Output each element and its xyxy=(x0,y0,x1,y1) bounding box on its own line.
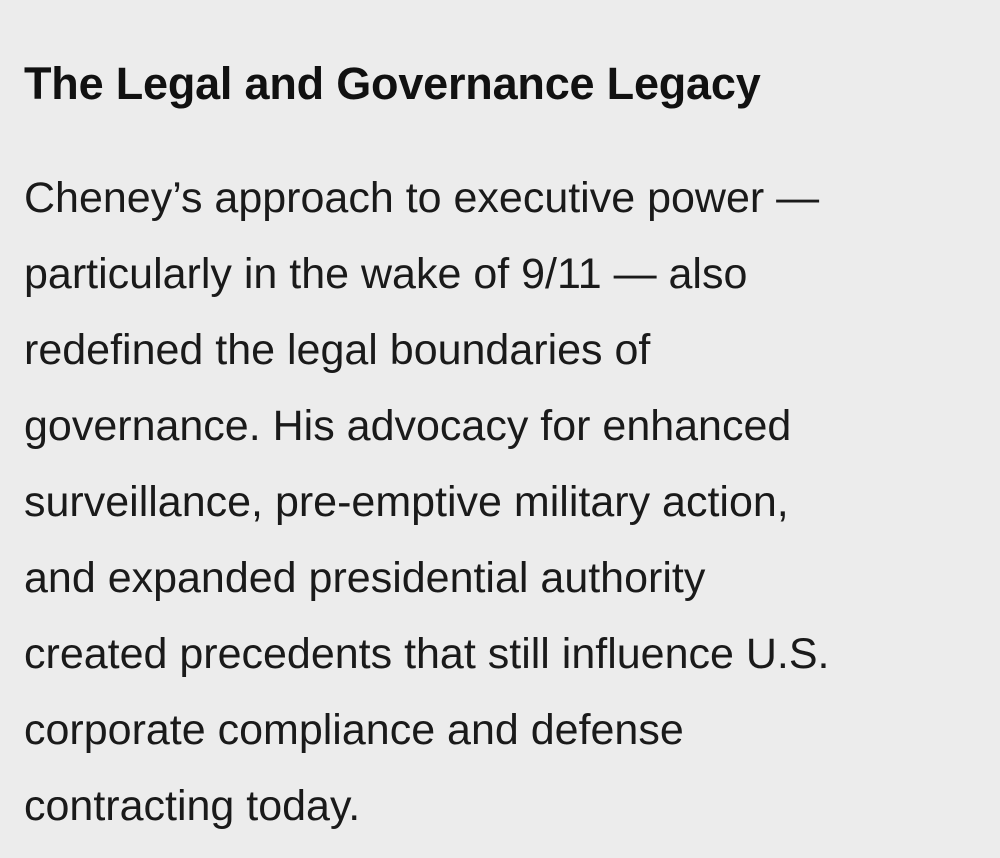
section-body-paragraph xyxy=(24,160,964,844)
body-text-line: and expanded presidential authority xyxy=(24,554,706,602)
body-text-line: Cheney’s approach to executive power — xyxy=(24,174,820,222)
body-text-line: governance. His advocacy for enhanced xyxy=(24,402,792,450)
section-heading: The Legal and Governance Legacy xyxy=(24,58,761,109)
body-text-line: contracting today. xyxy=(24,782,361,830)
body-text-line: redefined the legal boundaries of xyxy=(24,326,651,374)
body-text-line: surveillance, pre-emptive military action, xyxy=(24,478,789,526)
body-text-line: created precedents that still influence U.S. xyxy=(24,630,830,678)
body-text-line: corporate compliance and defense xyxy=(24,706,684,754)
body-text-line: particularly in the wake of 9/11 — also xyxy=(24,250,748,298)
